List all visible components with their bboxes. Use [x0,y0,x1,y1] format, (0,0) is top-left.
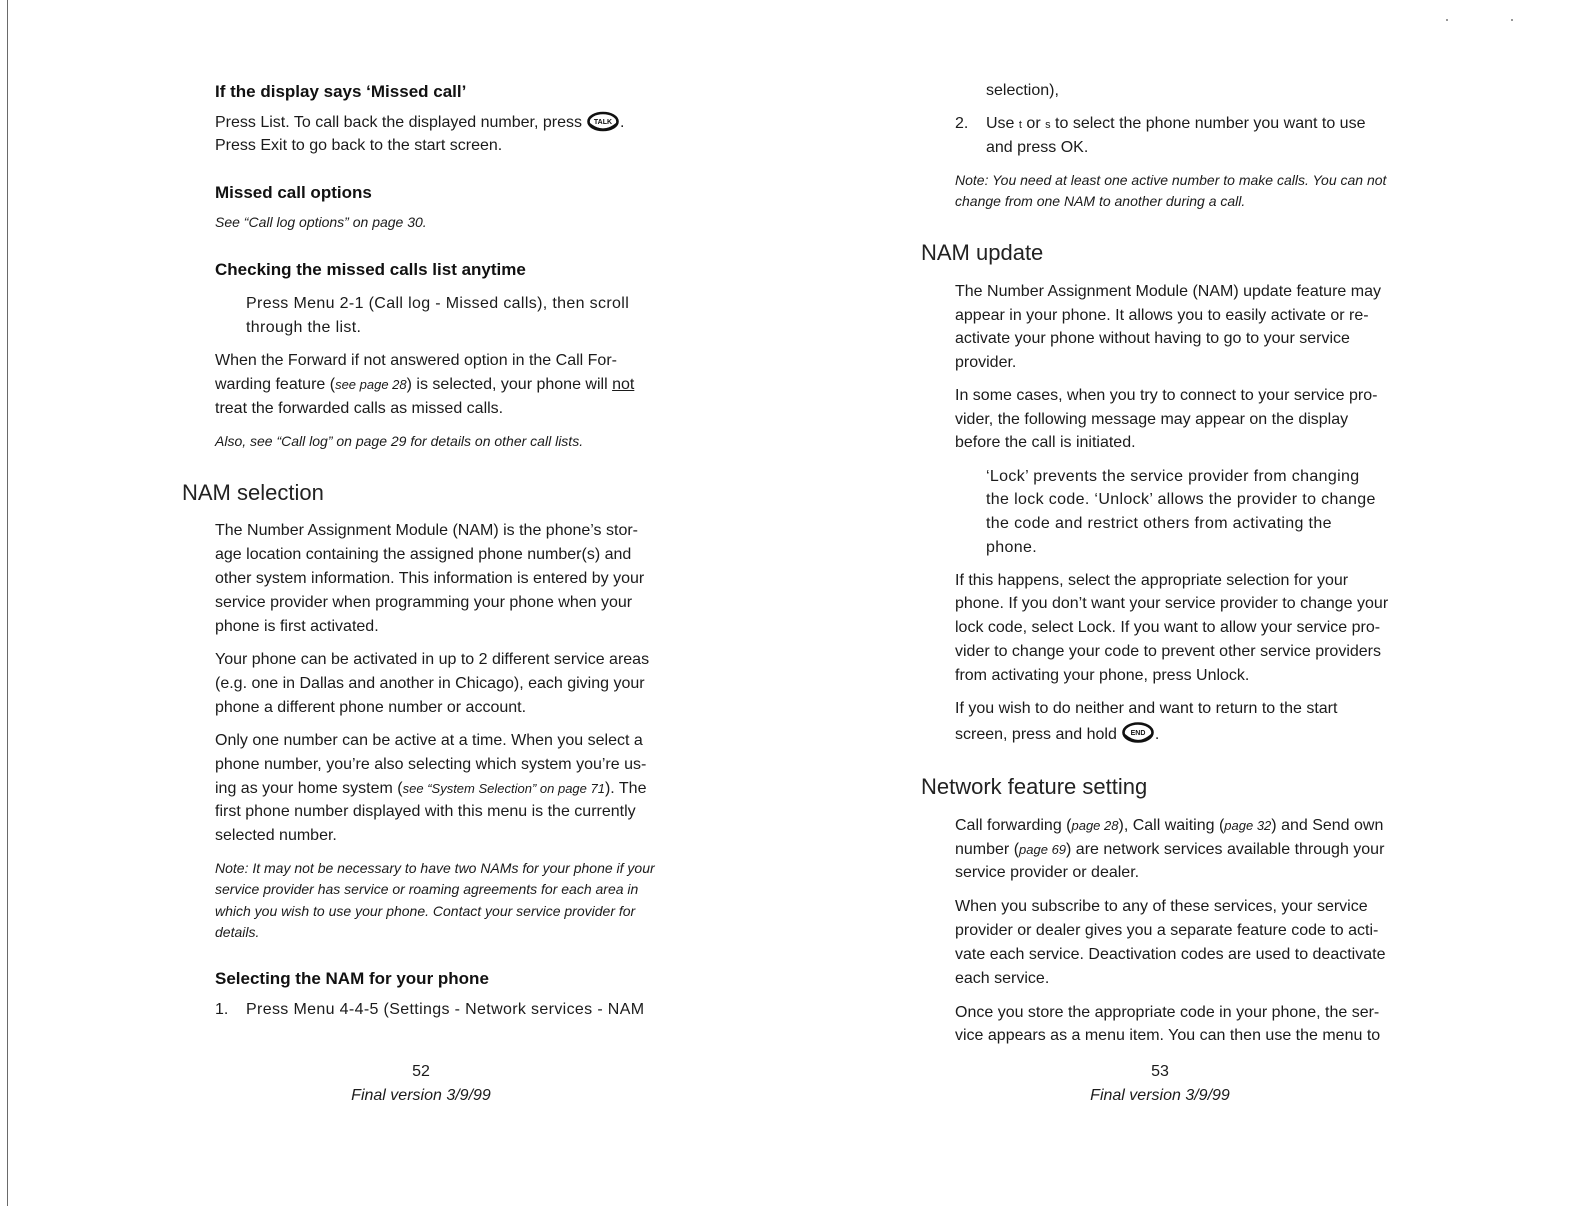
nam-update-para3-line: phone. If you don’t want your service provider to change your [955,595,1389,612]
talk-key-icon [586,111,620,133]
nam-update-para3-line: lock code, select Lock. If you want to allow your service pro- [955,619,1381,636]
network-feature-para2-line: vate each service. Deactivation codes are used to deactivate [955,946,1386,963]
nam-selection-para2-line: (e.g. one in Dallas and another in Chicago), each giving your [215,675,645,692]
network-feature-para2-line: provider or dealer gives you a separate feature code to acti- [955,922,1379,939]
para3-text: ). The [604,780,647,797]
forward-line: treat the forwarded calls as missed calls. [215,400,504,417]
nam-update-para1-line: appear in your phone. It allows you to easily activate or re- [955,307,1369,324]
end-key-label: END [1130,730,1146,737]
selecting-nam-heading: Selecting the NAM for your phone [215,969,489,988]
page-reference: page 28 [1071,818,1119,833]
step-number: 2. [955,115,969,132]
nam-update-para2-line: In some cases, when you try to connect to your service pro- [955,387,1378,404]
call-log-reference: Also, see “Call log” on page 29 for details on other call lists. [215,433,584,449]
page-reference: see “System Selection” on page 71 [402,781,605,796]
nam-selection-para1-line: other system information. This information is entered by your [215,570,645,587]
network-text: ) and Send own [1271,817,1384,834]
version-footer: Final version 3/9/99 [351,1087,491,1104]
nam-update-para4-line [955,721,1159,747]
nam-selection-para1-line: service provider when programming your phone when your [215,594,633,611]
nam-selection-para2-line: Your phone can be activated in up to 2 different service areas [215,651,650,668]
scan-edge-line [7,0,8,1206]
end-key-icon [1121,721,1155,745]
active-number-note-line: change from one NAM to another during a call. [955,193,1246,209]
scroll-up-key-glyph: t [1018,119,1022,131]
page-number: 52 [412,1063,430,1080]
press-list-period: . [620,114,625,131]
network-text: ) are network services available through your [1066,841,1385,858]
network-feature-para3-line: Once you store the appropriate code in your phone, the ser- [955,1004,1380,1021]
nam-update-para2-line: before the call is initiated. [955,434,1136,451]
network-text: number ( [955,841,1020,858]
step2-line: and press OK. [986,139,1089,156]
missed-call-options-heading: Missed call options [215,183,372,202]
network-feature-para2-line: When you subscribe to any of these services, your service [955,898,1368,915]
display-message-line: the code and restrict others from activating the [986,515,1332,532]
press-list-text: Press List. To call back the displayed number, press [215,114,582,131]
press-hold-text: screen, press and hold [955,726,1117,743]
step-text: Use [986,115,1019,132]
nam-selection-para3-line: Only one number can be active at a time. When you select a [215,732,643,749]
nam-update-para2-line: vider, the following message may appear on the display [955,411,1349,428]
nam-update-para3-line: If this happens, select the appropriate selection for your [955,572,1349,589]
network-text: ), Call waiting ( [1118,817,1225,834]
nam-update-para1-line: The Number Assignment Module (NAM) update feature may [955,283,1381,300]
scan-speck [1511,19,1513,21]
step-text: to select the phone number you want to use [1050,115,1366,132]
step-text: or [1021,115,1046,132]
missed-call-heading: If the display says ‘Missed call’ [215,82,467,101]
nam-selection-para3-line: first phone number displayed with this menu is the currently [215,803,636,820]
nam-selection-para3-line: selected number. [215,827,337,844]
nam-selection-para1-line: phone is first activated. [215,618,379,635]
step2-line [955,112,1415,137]
forward-line [215,373,634,397]
step1-continuation: selection), [986,82,1059,99]
nam-update-title: NAM update [921,240,1044,265]
nam-selection-para2-line: phone a different phone number or account. [215,699,527,716]
nam-update-para1-line: activate your phone without having to go to your service [955,330,1350,347]
talk-key-label: TALK [593,119,613,126]
missed-call-exit-line: Press Exit to go back to the start screen. [215,137,503,154]
nam-selection-para1-line: The Number Assignment Module (NAM) is the phone’s stor- [215,522,638,539]
nam-note-line: which you wish to use your phone. Contact your service provider for [215,903,636,919]
network-feature-para3-line: vice appears as a menu item. You can then use the menu to [955,1027,1381,1044]
nam-note-line: details. [215,924,260,940]
network-feature-line [955,838,1384,862]
page-reference: page 69 [1019,842,1067,857]
checking-list-heading: Checking the missed calls list anytime [215,260,526,279]
step-text: Press Menu 4-4-5 (Settings - Network services - NAM [246,1001,645,1018]
checking-step-line: Press Menu 2-1 (Call log - Missed calls), then scroll [246,295,630,312]
network-text: Call forwarding ( [955,817,1072,834]
nam-update-para3-line: from activating your phone, press Unlock. [955,667,1250,684]
press-hold-period: . [1154,726,1160,743]
nam-update-para4-line: If you wish to do neither and want to return to the start [955,700,1338,717]
nam-note-line: service provider has service or roaming agreements for each area in [215,881,639,897]
scan-speck [1446,19,1448,21]
selecting-nam-step1 [215,998,675,1022]
network-feature-para2-line: each service. [955,970,1050,987]
underlined-not: not [612,376,635,393]
page-number: 53 [1151,1063,1169,1080]
display-message-line: phone. [986,539,1038,556]
scroll-down-key-glyph: s [1045,119,1051,131]
display-message-line: ‘Lock’ prevents the service provider from changing [986,468,1360,485]
nam-update-para3-line: vider to change your code to prevent other service providers [955,643,1382,660]
active-number-note-line: Note: You need at least one active number to make calls. You can not [955,172,1387,188]
nam-selection-para3-line: phone number, you’re also selecting which system you’re us- [215,756,647,773]
version-footer: Final version 3/9/99 [1090,1087,1230,1104]
nam-selection-title: NAM selection [182,480,324,505]
nam-note-line: Note: It may not be necessary to have two NAMs for your phone if your [215,860,655,876]
step-number: 1. [215,1001,229,1018]
para3-text: ing as your home system ( [215,780,403,797]
forward-text: ) is selected, your phone will [406,376,613,393]
forward-text: warding feature ( [215,376,336,393]
missed-call-press-line [215,111,624,135]
checking-step-line: through the list. [246,319,362,336]
page-reference: page 32 [1224,818,1272,833]
network-feature-line [955,814,1383,838]
nam-selection-para1-line: age location containing the assigned phone number(s) and [215,546,632,563]
display-message-line: the lock code. ‘Unlock’ allows the provider to change [986,491,1376,508]
nam-update-para1-line: provider. [955,354,1017,371]
forward-line: When the Forward if not answered option in the Call For- [215,352,617,369]
network-feature-title: Network feature setting [921,774,1148,799]
missed-call-options-reference: See “Call log options” on page 30. [215,214,427,230]
network-feature-line: service provider or dealer. [955,864,1140,881]
nam-selection-para3-line [215,777,646,801]
page-reference: see page 28 [335,377,407,392]
